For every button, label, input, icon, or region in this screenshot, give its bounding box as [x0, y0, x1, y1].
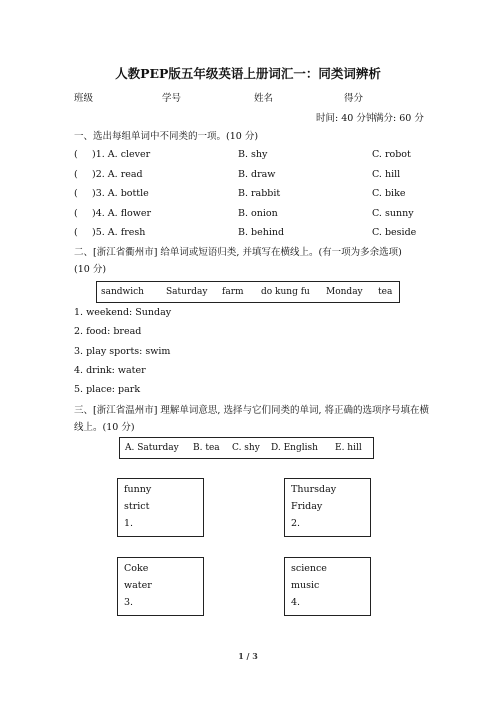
question-option-b: B. rabbit	[238, 188, 281, 199]
question-option-a: )2. A. read	[92, 169, 143, 180]
word-bank-item: do kung fu	[261, 287, 310, 297]
answer-bracket: (	[74, 188, 78, 199]
word-card	[117, 557, 204, 616]
question-option-a: )3. A. bottle	[92, 188, 149, 199]
score-label: 得分	[344, 93, 364, 104]
full-score: 满分: 60 分	[374, 113, 424, 124]
word-card	[117, 478, 204, 537]
section2-heading: 二、[浙江省衢州市] 给单词或短语归类, 并填写在横线上。(有一项为多余选项)(10 分)	[74, 247, 402, 275]
page-number: 1 / 3	[238, 651, 258, 661]
card-answer-line: 2.	[291, 518, 301, 529]
classify-item: 4. drink: water	[74, 365, 146, 376]
option-item: A. Saturday	[125, 443, 179, 453]
classify-item: 2. food: bread	[74, 326, 142, 337]
card-word: Thursday	[291, 484, 337, 495]
question-option-a: )5. A. fresh	[92, 227, 146, 238]
option-item: C. shy	[232, 443, 260, 453]
classify-item: 5. place: park	[74, 384, 141, 395]
options-box	[119, 437, 374, 459]
question-option-a: )4. A. flower	[92, 208, 152, 219]
answer-bracket: (	[74, 208, 78, 219]
question-option-c: C. robot	[372, 149, 411, 160]
card-answer-line: 1.	[124, 518, 134, 529]
option-item: E. hill	[335, 443, 362, 453]
word-bank-item: Saturday	[166, 287, 208, 297]
card-answer-line: 4.	[291, 597, 301, 608]
option-item: B. tea	[193, 443, 220, 453]
question-option-c: C. bike	[372, 188, 406, 199]
card-word: water	[124, 580, 152, 591]
card-word: Coke	[124, 563, 149, 574]
word-bank-item: farm	[222, 287, 244, 297]
word-card	[284, 478, 371, 537]
section1-heading: 一、选出每组单词中不同类的一项。(10 分)	[74, 131, 259, 142]
question-option-c: C. beside	[372, 227, 417, 238]
card-word: strict	[124, 501, 150, 512]
answer-bracket: (	[74, 149, 78, 160]
question-option-c: C. hill	[372, 169, 401, 180]
page-title: 人教PEP版五年级英语上册词汇一：同类词辨析	[115, 66, 381, 81]
word-bank-item: Monday	[326, 287, 363, 297]
card-answer-line: 3.	[124, 597, 134, 608]
word-bank-item: tea	[378, 287, 393, 297]
question-option-b: B. shy	[238, 149, 268, 160]
card-word: funny	[124, 484, 152, 495]
name-label: 姓名	[254, 93, 274, 104]
option-item: D. English	[271, 443, 318, 453]
classify-item: 3. play sports: swim	[74, 346, 171, 357]
word-bank-item: sandwich	[101, 287, 144, 297]
question-option-c: C. sunny	[372, 208, 414, 219]
question-option-a: )1. A. clever	[92, 149, 151, 160]
question-option-b: B. draw	[238, 169, 276, 180]
class-label: 班级	[74, 93, 94, 104]
question-option-b: B. behind	[238, 227, 285, 238]
card-word: science	[291, 563, 327, 574]
word-card	[284, 557, 371, 616]
card-word: music	[291, 580, 320, 591]
student-id-label: 学号	[162, 93, 182, 104]
section3-heading: 三、[浙江省温州市] 理解单词意思, 选择与它们同类的单词, 将正确的选项序号填在横线上。(10 分)	[74, 405, 430, 433]
question-option-b: B. onion	[238, 208, 278, 219]
answer-bracket: (	[74, 227, 78, 238]
word-bank-box	[96, 281, 400, 303]
classify-item: 1. weekend: Sunday	[74, 307, 172, 318]
card-word: Friday	[291, 501, 323, 512]
answer-bracket: (	[74, 169, 78, 180]
time-limit: 时间: 40 分钟	[316, 113, 376, 124]
